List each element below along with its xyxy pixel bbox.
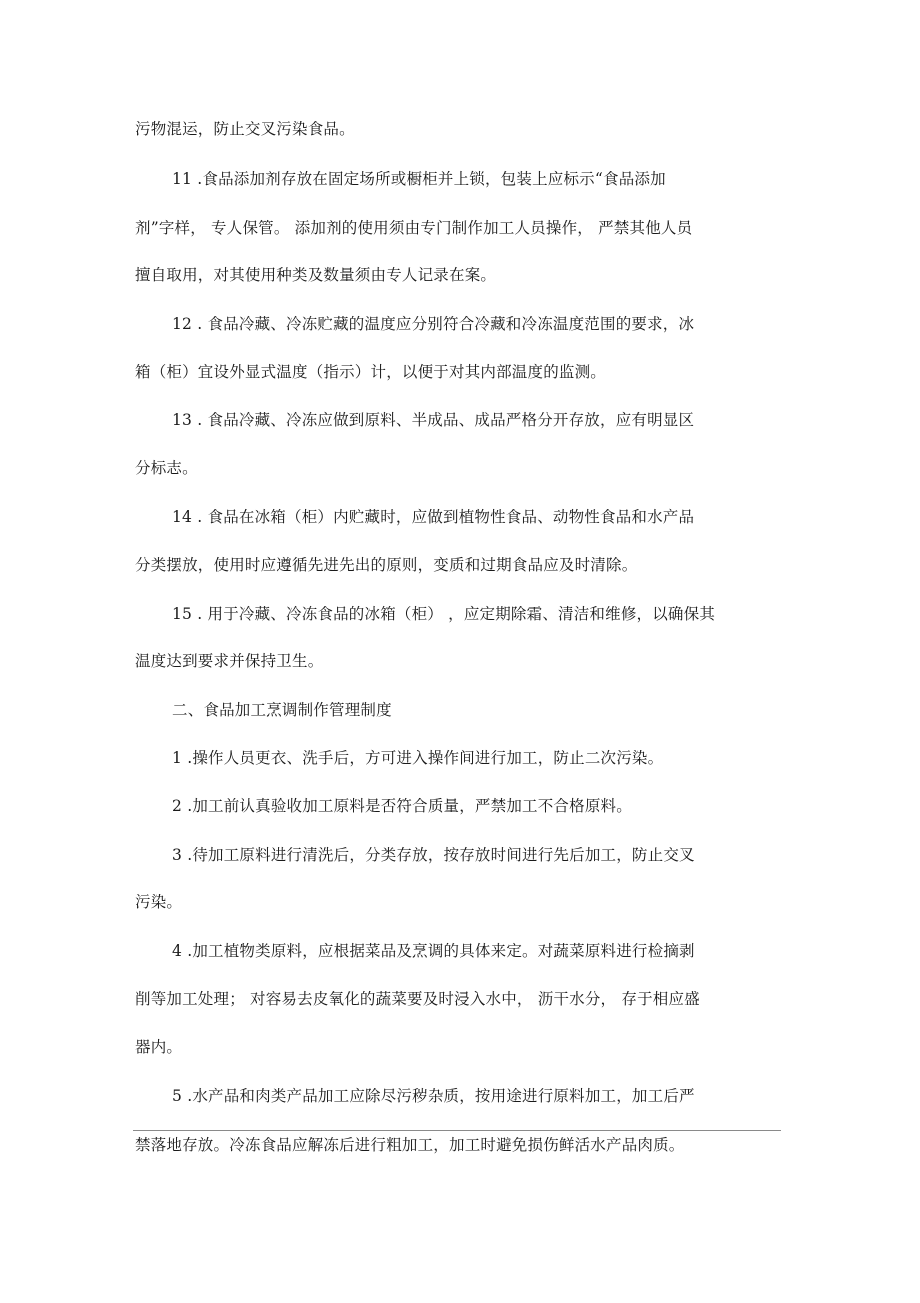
text-line: 15 . 用于冷藏、冷冻食品的冰箱（柜） ，应定期除霜、清洁和维修，以确保其 [172,605,716,623]
text-line: 分类摆放，使用时应遵循先进先出的原则，变质和过期食品应及时清除。 [135,556,638,574]
text-line: 箱（柜）宜设外显式温度（指示）计，以便于对其内部温度的监测。 [135,363,607,381]
text-line: 分标志。 [135,459,198,477]
text-line: 14 . 食品在冰箱（柜）内贮藏时，应做到植物性食品、动物性食品和水产品 [172,508,695,526]
text-line: 器内。 [135,1038,183,1056]
section-heading: 二、食品加工烹调制作管理制度 [172,701,392,719]
text-line: 13 . 食品冷藏、冷冻应做到原料、半成品、成品严格分开存放，应有明显区 [172,411,695,429]
text-line: 11 .食品添加剂存放在固定场所或橱柜并上锁，包装上应标示“食品添加 [172,170,666,188]
text-line: 剂”字样， 专人保管。 添加剂的使用须由专门制作加工人员操作， 严禁其他人员 [135,219,693,237]
text-line: 污物混运，防止交叉污染食品。 [135,120,355,138]
text-line: 温度达到要求并保持卫生。 [135,652,324,670]
text-line: 擅自取用，对其使用种类及数量须由专人记录在案。 [135,266,497,284]
page-divider [133,1130,781,1131]
text-line: 5 .水产品和肉类产品加工应除尽污秽杂质，按用途进行原料加工，加工后严 [172,1087,695,1105]
text-line: 4 .加工植物类原料，应根据菜品及烹调的具体来定。对蔬菜原料进行检摘剥 [172,942,695,960]
text-line: 12 . 食品冷藏、冷冻贮藏的温度应分别符合冷藏和冷冻温度范围的要求，冰 [172,315,695,333]
text-line: 污染。 [135,893,183,911]
text-line: 禁落地存放。冷冻食品应解冻后进行粗加工，加工时避免损伤鲜活水产品肉质。 [135,1136,685,1154]
text-line: 2 .加工前认真验收加工原料是否符合质量，严禁加工不合格原料。 [172,797,632,815]
text-line: 1 .操作人员更衣、洗手后，方可进入操作间进行加工，防止二次污染。 [172,749,664,767]
text-line: 3 .待加工原料进行清洗后，分类存放，按存放时间进行先后加工，防止交叉 [172,846,695,864]
text-line: 削等加工处理； 对容易去皮氧化的蔬菜要及时浸入水中， 沥干水分， 存于相应盛 [135,990,700,1008]
